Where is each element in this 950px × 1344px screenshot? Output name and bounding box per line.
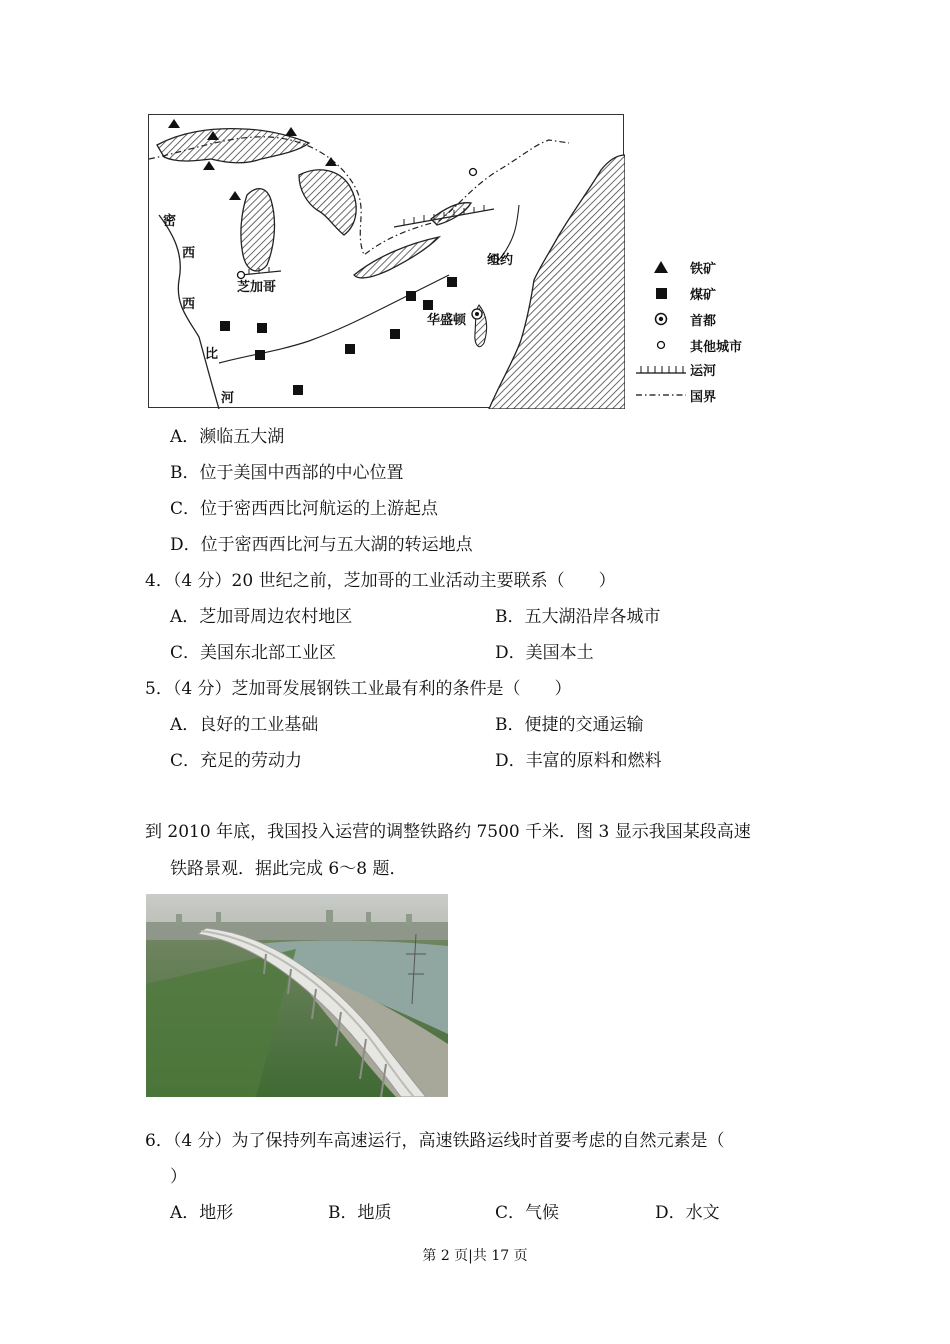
washington-label: 华盛顿 <box>427 313 467 328</box>
option-text: 水文 <box>685 1203 720 1223</box>
option-text: 位于美国中西部的中心位置 <box>199 463 404 483</box>
lake-huron <box>299 170 356 235</box>
option-letter: D． <box>655 1203 686 1223</box>
coal-mine <box>345 344 355 354</box>
q3-option-a <box>170 426 284 448</box>
q3-option-d <box>170 534 473 556</box>
passage-line-1: 到 2010 年底，我国投入运营的调整铁路约 7500 千米．图 3 显示我国某段高速 <box>145 822 751 842</box>
option-text: 位于密西西比河航运的上游起点 <box>200 499 439 519</box>
coal-mine <box>293 385 303 395</box>
option-text: 良好的工业基础 <box>199 715 319 735</box>
option-text: 美国东北部工业区 <box>200 643 337 663</box>
newyork-label: 纽约 <box>487 253 514 268</box>
option-text: 五大湖沿岸各城市 <box>524 607 661 627</box>
option-text: 濒临五大湖 <box>199 427 285 447</box>
q5-stem: 5．（4 分）芝加哥发展钢铁工业最有利的条件是（ ） <box>145 679 572 699</box>
legend-item <box>632 282 716 304</box>
option-text: 气候 <box>525 1203 560 1223</box>
mississippi-label-3: 西 <box>182 297 196 312</box>
option-letter: C． <box>495 1203 526 1223</box>
option-letter: B． <box>328 1203 358 1223</box>
circle-icon <box>632 340 690 350</box>
q6-option-a <box>170 1202 233 1224</box>
legend-item <box>632 384 716 406</box>
dashdot-line-icon <box>632 392 690 398</box>
option-text: 位于密西西比河与五大湖的转运地点 <box>200 535 473 555</box>
q4-stem: 4．（4 分）20 世纪之前，芝加哥的工业活动主要联系（ ） <box>145 571 616 591</box>
coal-mine <box>406 291 416 301</box>
other-city-marker <box>470 169 477 176</box>
option-letter: A． <box>170 715 200 735</box>
legend-label: 运河 <box>690 363 717 379</box>
option-letter: B． <box>495 607 525 627</box>
square-icon <box>632 288 690 299</box>
q6-option-c <box>495 1202 559 1224</box>
iron-mine <box>229 191 241 200</box>
legend-label: 煤矿 <box>690 287 717 303</box>
mississippi-label-5: 河 <box>221 391 235 406</box>
q4-option-c <box>170 642 336 664</box>
legend-item <box>632 358 716 380</box>
legend-label: 其他城市 <box>690 339 743 355</box>
option-text: 便捷的交通运输 <box>524 715 644 735</box>
legend-item <box>632 334 742 356</box>
q6-stem-line-2: ） <box>170 1167 187 1187</box>
option-letter: C． <box>170 643 201 663</box>
page-footer: 第 2 页|共 17 页 <box>422 1248 528 1264</box>
option-text: 地形 <box>199 1203 234 1223</box>
legend-item <box>632 308 716 330</box>
q5-option-b <box>495 714 644 736</box>
legend-label: 国界 <box>690 389 717 405</box>
canal-line-icon <box>632 363 690 375</box>
iron-mine <box>203 161 215 170</box>
triangle-icon <box>632 261 690 273</box>
coal-mine <box>390 329 400 339</box>
lake-superior <box>157 129 309 163</box>
option-letter: A． <box>170 1203 200 1223</box>
legend-label: 首都 <box>690 313 717 329</box>
option-text: 地质 <box>357 1203 392 1223</box>
q6-option-b <box>328 1202 392 1224</box>
option-letter: A． <box>170 427 200 447</box>
option-letter: B． <box>170 463 200 483</box>
option-text: 丰富的原料和燃料 <box>525 751 662 771</box>
option-letter: B． <box>495 715 525 735</box>
legend-item <box>632 256 716 278</box>
chicago-label: 芝加哥 <box>237 280 277 295</box>
q4-option-d <box>495 642 594 664</box>
q4-option-a <box>170 606 352 628</box>
q6-stem-line-1: 6．（4 分）为了保持列车高速运行，高速铁路运线时首要考虑的自然元素是（ <box>145 1131 725 1151</box>
great-lakes-map <box>148 114 624 408</box>
option-letter: D． <box>495 751 526 771</box>
lake-erie <box>354 237 439 278</box>
iron-mine <box>168 119 180 128</box>
double-circle-icon <box>632 312 690 326</box>
iron-mine <box>285 127 297 136</box>
q4-option-b <box>495 606 661 628</box>
coal-mine <box>447 277 457 287</box>
option-letter: D． <box>170 535 201 555</box>
coal-mine <box>255 350 265 360</box>
q3-option-b <box>170 462 404 484</box>
passage-line-2: 铁路景观．据此完成 6～8 题． <box>170 859 407 879</box>
railway-photo-drawing <box>146 894 448 1097</box>
map-drawing <box>149 115 625 409</box>
coal-mine <box>257 323 267 333</box>
q5-option-c <box>170 750 302 772</box>
q6-option-d <box>655 1202 720 1224</box>
option-text: 美国本土 <box>525 643 594 663</box>
q5-option-a <box>170 714 318 736</box>
option-letter: C． <box>170 751 201 771</box>
legend-label: 铁矿 <box>690 261 717 277</box>
lake-michigan <box>241 189 275 271</box>
washington-capital-inner <box>475 312 479 316</box>
option-letter: A． <box>170 607 200 627</box>
mississippi-label-2: 西 <box>182 246 196 261</box>
mississippi-label-4: 比 <box>205 347 219 362</box>
option-text: 芝加哥周边农村地区 <box>199 607 353 627</box>
atlantic-ocean <box>489 155 625 409</box>
q3-option-c <box>170 498 438 520</box>
option-letter: D． <box>495 643 526 663</box>
coal-mine <box>220 321 230 331</box>
q5-option-d <box>495 750 662 772</box>
mississippi-label-1: 密 <box>163 214 177 229</box>
option-text: 充足的劳动力 <box>200 751 303 771</box>
high-speed-railway-photo <box>146 894 448 1097</box>
chicago-canal <box>241 271 281 275</box>
iron-mine <box>325 157 337 166</box>
option-letter: C． <box>170 499 201 519</box>
